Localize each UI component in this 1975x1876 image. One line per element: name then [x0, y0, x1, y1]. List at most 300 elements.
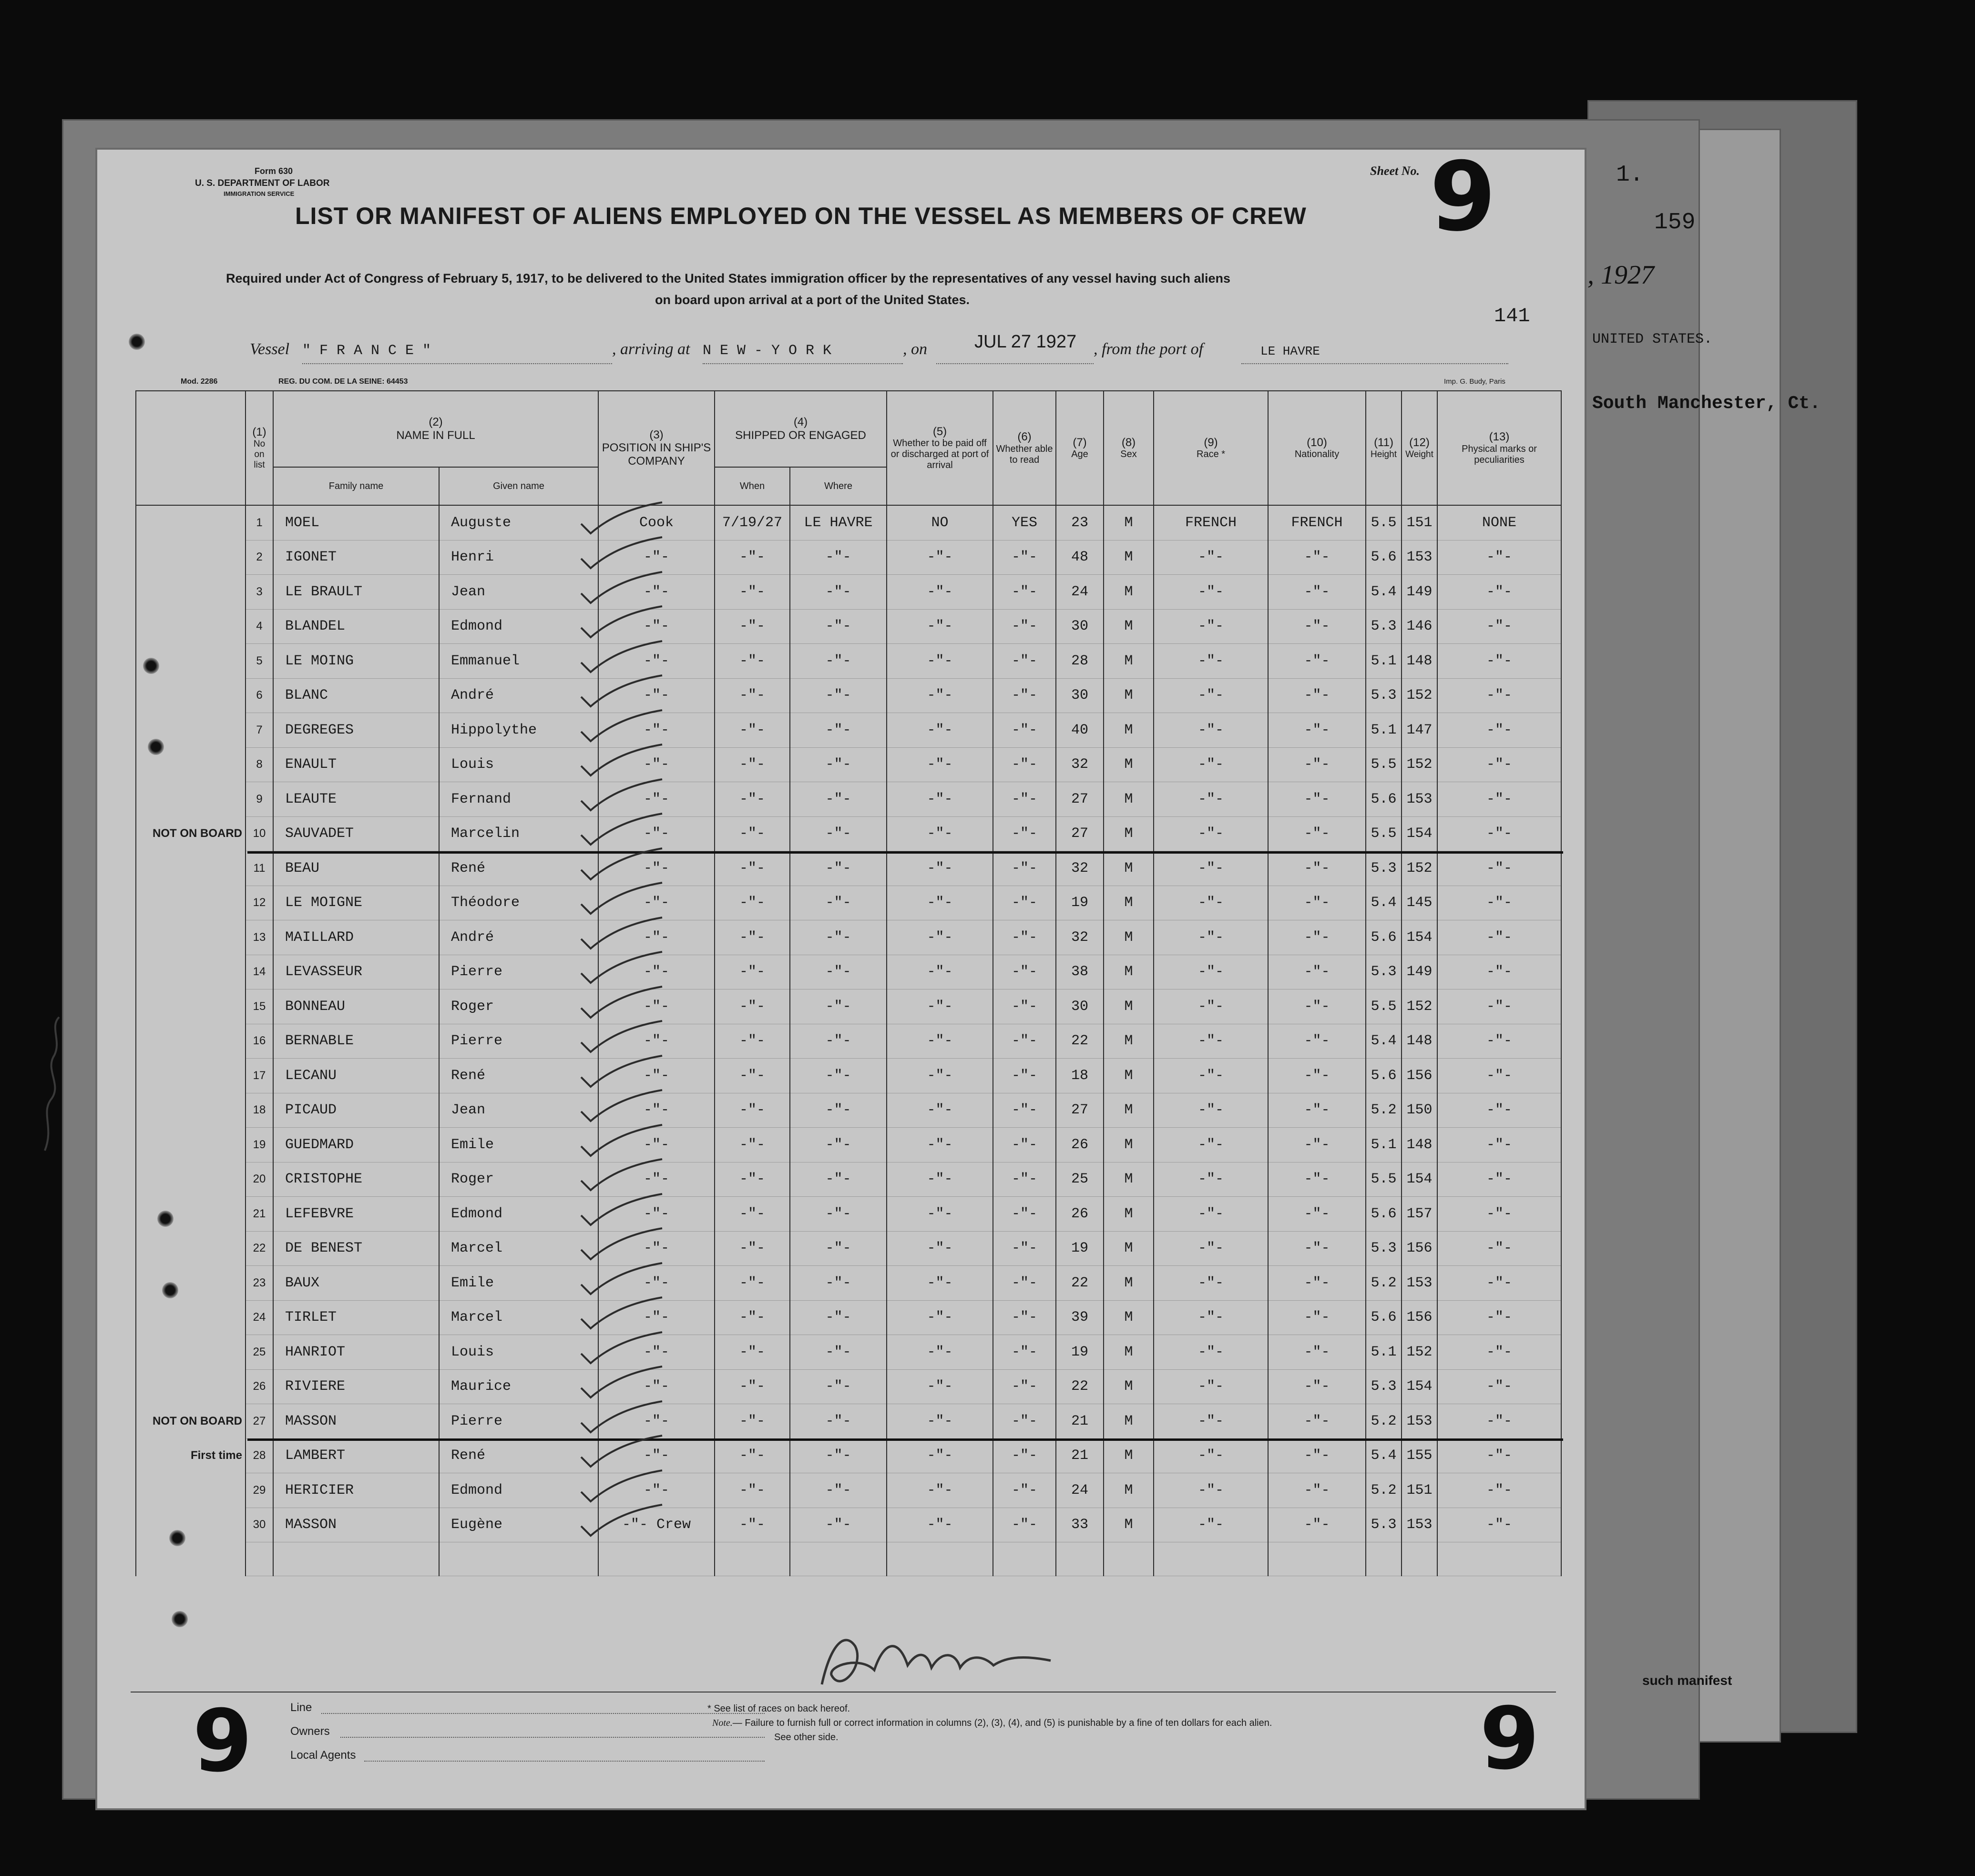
col-sex-label: Sex — [1120, 449, 1137, 460]
position: -"- — [598, 1093, 715, 1128]
position: -"- — [598, 1024, 715, 1059]
nationality: -"- — [1268, 575, 1366, 610]
family-name: BEAU — [273, 851, 439, 886]
position: -"- — [598, 540, 715, 575]
nationality: -"- — [1268, 1335, 1366, 1370]
col-marks-label: Physical marks or peculiarities — [1462, 443, 1537, 465]
paid-off: -"- — [887, 1438, 993, 1473]
age: 26 — [1056, 1197, 1104, 1232]
height: 5.6 — [1366, 540, 1402, 575]
nationality: -"- — [1268, 1473, 1366, 1508]
nationality: -"- — [1268, 920, 1366, 955]
list-number: 5 — [246, 644, 273, 679]
physical-marks: -"- — [1437, 920, 1561, 955]
position: -"- — [598, 920, 715, 955]
age: 19 — [1056, 1231, 1104, 1266]
paid-off: -"- — [887, 816, 993, 851]
physical-marks: -"- — [1437, 575, 1561, 610]
form-number: Form 630 — [255, 166, 293, 176]
nationality: -"- — [1268, 644, 1366, 679]
paid-off: -"- — [887, 1404, 993, 1439]
given-name: André — [439, 678, 598, 713]
race: -"- — [1154, 1300, 1268, 1335]
shipped-when: -"- — [715, 1059, 790, 1093]
weight: 152 — [1402, 1335, 1437, 1370]
age: 27 — [1056, 782, 1104, 817]
sex: M — [1104, 851, 1154, 886]
shipped-when: -"- — [715, 540, 790, 575]
family-name: LE MOING — [273, 644, 439, 679]
position: Cook — [598, 505, 715, 540]
family-name: LE MOIGNE — [273, 886, 439, 920]
able-to-read: -"- — [993, 1473, 1056, 1508]
able-to-read: -"- — [993, 816, 1056, 851]
list-number: 15 — [246, 989, 273, 1024]
shipped-when: -"- — [715, 1024, 790, 1059]
col-sex-header — [1104, 391, 1154, 505]
shipped-where: -"- — [790, 1369, 887, 1404]
side-margin-note — [136, 1473, 246, 1508]
list-number: 14 — [246, 955, 273, 989]
able-to-read: -"- — [993, 1508, 1056, 1542]
col-name-label: NAME IN FULL — [396, 429, 475, 442]
shipped-when: -"- — [715, 1231, 790, 1266]
age: 28 — [1056, 644, 1104, 679]
paid-off: -"- — [887, 851, 993, 886]
col-nationality-label: Nationality — [1294, 449, 1340, 460]
paid-off: -"- — [887, 1369, 993, 1404]
position: -"- — [598, 575, 715, 610]
table-row — [136, 1369, 1561, 1404]
col-given-header: Given name — [439, 467, 598, 505]
nationality: -"- — [1268, 1266, 1366, 1301]
shipped-where: -"- — [790, 1024, 887, 1059]
position: -"- — [598, 955, 715, 989]
sex: M — [1104, 609, 1154, 644]
given-name: Edmond — [439, 609, 598, 644]
paid-off: -"- — [887, 644, 993, 679]
races-note: * See list of races on back hereof. — [707, 1703, 850, 1714]
age: 19 — [1056, 886, 1104, 920]
family-name: LECANU — [273, 1059, 439, 1093]
given-name: Emile — [439, 1266, 598, 1301]
position: -"- — [598, 713, 715, 748]
side-margin-note — [136, 1266, 246, 1301]
race: -"- — [1154, 678, 1268, 713]
physical-marks: -"- — [1437, 540, 1561, 575]
position: -"- — [598, 816, 715, 851]
sex: M — [1104, 540, 1154, 575]
weight: 153 — [1402, 1404, 1437, 1439]
nationality: -"- — [1268, 955, 1366, 989]
shipped-where: -"- — [790, 851, 887, 886]
given-name: Maurice — [439, 1369, 598, 1404]
given-name: Jean — [439, 575, 598, 610]
printer: Imp. G. Budy, Paris — [1444, 377, 1505, 386]
paid-off: -"- — [887, 747, 993, 782]
given-name: Auguste — [439, 505, 598, 540]
col-no-header — [246, 391, 273, 505]
crew-rows — [136, 505, 1561, 1576]
blank-cell — [1402, 1542, 1437, 1576]
weight: 154 — [1402, 816, 1437, 851]
given-name: Théodore — [439, 886, 598, 920]
blank-cell — [1056, 1542, 1104, 1576]
vessel-name: " F R A N C E " — [302, 343, 431, 359]
paid-off: -"- — [887, 1197, 993, 1232]
sex: M — [1104, 1093, 1154, 1128]
list-number: 18 — [246, 1093, 273, 1128]
able-to-read: -"- — [993, 1369, 1056, 1404]
service: IMMIGRATION SERVICE — [224, 190, 295, 197]
family-name: LAMBERT — [273, 1438, 439, 1473]
family-name: LEFEBVRE — [273, 1197, 439, 1232]
col-name-number: (2) — [429, 416, 443, 429]
list-number: 7 — [246, 713, 273, 748]
on-label: , on — [903, 340, 927, 358]
physical-marks: -"- — [1437, 955, 1561, 989]
manifest-page — [95, 142, 1586, 1810]
sex: M — [1104, 1162, 1154, 1197]
sex: M — [1104, 644, 1154, 679]
able-to-read: -"- — [993, 851, 1056, 886]
age: 26 — [1056, 1128, 1104, 1162]
race: -"- — [1154, 1024, 1268, 1059]
table-row — [136, 851, 1561, 886]
table-row — [136, 1300, 1561, 1335]
height: 5.1 — [1366, 713, 1402, 748]
able-to-read: -"- — [993, 1093, 1056, 1128]
table-row — [136, 816, 1561, 851]
given-name: Henri — [439, 540, 598, 575]
sex: M — [1104, 1473, 1154, 1508]
list-number: 24 — [246, 1300, 273, 1335]
able-to-read: -"- — [993, 782, 1056, 817]
shipped-when: -"- — [715, 1093, 790, 1128]
table-row — [136, 782, 1561, 817]
nationality: -"- — [1268, 1059, 1366, 1093]
col-position-number: (3) — [649, 428, 664, 441]
sex: M — [1104, 782, 1154, 817]
department: U. S. DEPARTMENT OF LABOR — [195, 178, 330, 188]
side-margin-note — [136, 1508, 246, 1542]
paid-off: -"- — [887, 1162, 993, 1197]
shipped-where: -"- — [790, 920, 887, 955]
side-margin-note — [136, 1093, 246, 1128]
age: 39 — [1056, 1300, 1104, 1335]
nationality: -"- — [1268, 1231, 1366, 1266]
race: -"- — [1154, 644, 1268, 679]
family-name: CRISTOPHE — [273, 1162, 439, 1197]
shipped-when: -"- — [715, 1128, 790, 1162]
blank-row — [136, 1542, 1561, 1576]
family-name: HERICIER — [273, 1473, 439, 1508]
paid-off: -"- — [887, 989, 993, 1024]
height: 5.5 — [1366, 505, 1402, 540]
weight: 152 — [1402, 989, 1437, 1024]
physical-marks: -"- — [1437, 1335, 1561, 1370]
able-to-read: -"- — [993, 747, 1056, 782]
able-to-read: -"- — [993, 1438, 1056, 1473]
position: -"- — [598, 851, 715, 886]
shipped-when: -"- — [715, 575, 790, 610]
paid-off: NO — [887, 505, 993, 540]
weight: 156 — [1402, 1300, 1437, 1335]
age: 38 — [1056, 955, 1104, 989]
table-row — [136, 1197, 1561, 1232]
age: 22 — [1056, 1369, 1104, 1404]
sex: M — [1104, 1508, 1154, 1542]
weight: 154 — [1402, 920, 1437, 955]
age: 19 — [1056, 1335, 1104, 1370]
height: 5.3 — [1366, 678, 1402, 713]
race: -"- — [1154, 1508, 1268, 1542]
age: 22 — [1056, 1266, 1104, 1301]
binder-hole — [148, 739, 164, 755]
age: 21 — [1056, 1404, 1104, 1439]
able-to-read: -"- — [993, 644, 1056, 679]
shipped-where: -"- — [790, 955, 887, 989]
col-position-header — [598, 391, 715, 505]
vessel-underline — [302, 363, 612, 364]
paid-off: -"- — [887, 955, 993, 989]
shipped-where: -"- — [790, 747, 887, 782]
physical-marks: -"- — [1437, 1162, 1561, 1197]
table-row — [136, 678, 1561, 713]
blank-cell — [790, 1542, 887, 1576]
col-shipped-label: SHIPPED OR ENGAGED — [735, 429, 866, 442]
side-margin-note — [136, 955, 246, 989]
paid-off: -"- — [887, 609, 993, 644]
given-name: Pierre — [439, 955, 598, 989]
shipped-where: LE HAVRE — [790, 505, 887, 540]
list-number: 20 — [246, 1162, 273, 1197]
table-row — [136, 886, 1561, 920]
shipped-when: -"- — [715, 1508, 790, 1542]
race: -"- — [1154, 1197, 1268, 1232]
sex: M — [1104, 1404, 1154, 1439]
paid-off: -"- — [887, 1093, 993, 1128]
shipped-when: -"- — [715, 1162, 790, 1197]
physical-marks: -"- — [1437, 886, 1561, 920]
able-to-read: -"- — [993, 1300, 1056, 1335]
col-age-number: (7) — [1073, 436, 1087, 449]
shipped-where: -"- — [790, 1093, 887, 1128]
position: -"- — [598, 678, 715, 713]
col-height-label: Height — [1371, 449, 1397, 459]
nationality: -"- — [1268, 1404, 1366, 1439]
shipped-where: -"- — [790, 782, 887, 817]
age: 32 — [1056, 851, 1104, 886]
list-number: 9 — [246, 782, 273, 817]
family-name: DE BENEST — [273, 1231, 439, 1266]
position: -"- — [598, 747, 715, 782]
from-underline — [1241, 363, 1508, 364]
back-sheet-text — [1578, 133, 1821, 1706]
form-title: LIST OR MANIFEST OF ALIENS EMPLOYED ON THE VESSEL AS MEMBERS OF CREW — [295, 203, 1307, 229]
shipped-where: -"- — [790, 1300, 887, 1335]
binder-hole — [172, 1611, 188, 1627]
col-paid-label: Whether to be paid off or discharged at port of arrival — [890, 438, 989, 471]
paid-off: -"- — [887, 713, 993, 748]
weight: 146 — [1402, 609, 1437, 644]
shipped-when: -"- — [715, 782, 790, 817]
weight: 147 — [1402, 713, 1437, 748]
table-row — [136, 1335, 1561, 1370]
age: 23 — [1056, 505, 1104, 540]
side-margin-note — [136, 886, 246, 920]
arriving-label: , arriving at — [612, 340, 690, 358]
sex: M — [1104, 1335, 1154, 1370]
side-margin-header — [136, 391, 246, 505]
col-paid-header — [887, 391, 993, 505]
col-height-number: (11) — [1374, 436, 1393, 449]
owners-label: Owners — [290, 1725, 330, 1738]
side-margin-note — [136, 1197, 246, 1232]
height: 5.2 — [1366, 1266, 1402, 1301]
height: 5.1 — [1366, 1335, 1402, 1370]
shipped-when: -"- — [715, 816, 790, 851]
weight: 153 — [1402, 1508, 1437, 1542]
weight: 149 — [1402, 575, 1437, 610]
list-number: 26 — [246, 1369, 273, 1404]
shipped-when: -"- — [715, 644, 790, 679]
given-name: Emmanuel — [439, 644, 598, 679]
nationality: -"- — [1268, 1093, 1366, 1128]
shipped-when: -"- — [715, 713, 790, 748]
table-row — [136, 1508, 1561, 1542]
agents-field — [364, 1761, 765, 1762]
family-name: ENAULT — [273, 747, 439, 782]
list-number: 29 — [246, 1473, 273, 1508]
height: 5.3 — [1366, 955, 1402, 989]
given-name: René — [439, 1438, 598, 1473]
blank-cell — [993, 1542, 1056, 1576]
race: -"- — [1154, 955, 1268, 989]
race: -"- — [1154, 1266, 1268, 1301]
list-number: 19 — [246, 1128, 273, 1162]
nationality: -"- — [1268, 816, 1366, 851]
position: -"- — [598, 1473, 715, 1508]
paid-off: -"- — [887, 1508, 993, 1542]
age: 24 — [1056, 575, 1104, 610]
table-row — [136, 747, 1561, 782]
nationality: -"- — [1268, 713, 1366, 748]
position: -"- — [598, 1438, 715, 1473]
blank-cell — [136, 1542, 246, 1576]
sex: M — [1104, 1300, 1154, 1335]
col-no-number: (1) — [252, 426, 266, 439]
weight: 153 — [1402, 1266, 1437, 1301]
paid-off: -"- — [887, 1300, 993, 1335]
shipped-where: -"- — [790, 1404, 887, 1439]
family-name: MOEL — [273, 505, 439, 540]
shipped-where: -"- — [790, 540, 887, 575]
sex: M — [1104, 678, 1154, 713]
list-number: 12 — [246, 886, 273, 920]
given-name: Louis — [439, 1335, 598, 1370]
shipped-when: -"- — [715, 851, 790, 886]
sheet-number: 9 — [1430, 142, 1496, 253]
blank-cell — [439, 1542, 598, 1576]
side-margin-note — [136, 920, 246, 955]
given-name: Eugène — [439, 1508, 598, 1542]
race: -"- — [1154, 920, 1268, 955]
nationality: -"- — [1268, 678, 1366, 713]
paid-off: -"- — [887, 678, 993, 713]
position: -"- — [598, 1369, 715, 1404]
side-margin-note — [136, 989, 246, 1024]
sex: M — [1104, 575, 1154, 610]
race: -"- — [1154, 1231, 1268, 1266]
position: -"- — [598, 644, 715, 679]
position: -"- — [598, 1335, 715, 1370]
family-name: HANRIOT — [273, 1335, 439, 1370]
blank-cell — [1154, 1542, 1268, 1576]
shipped-where: -"- — [790, 575, 887, 610]
age: 30 — [1056, 609, 1104, 644]
table-row — [136, 713, 1561, 748]
able-to-read: -"- — [993, 920, 1056, 955]
shipped-where: -"- — [790, 1508, 887, 1542]
given-name: Edmond — [439, 1473, 598, 1508]
agents-label: Local Agents — [290, 1749, 356, 1762]
race: -"- — [1154, 851, 1268, 886]
given-name: Hippolythe — [439, 713, 598, 748]
list-number: 23 — [246, 1266, 273, 1301]
able-to-read: -"- — [993, 609, 1056, 644]
side-margin-note — [136, 1162, 246, 1197]
col-family-header: Family name — [273, 467, 439, 505]
sex: M — [1104, 955, 1154, 989]
side-margin-note — [136, 1024, 246, 1059]
height: 5.4 — [1366, 1438, 1402, 1473]
nationality: -"- — [1268, 747, 1366, 782]
able-to-read: -"- — [993, 1404, 1056, 1439]
age: 32 — [1056, 920, 1104, 955]
age: 27 — [1056, 816, 1104, 851]
list-number: 16 — [246, 1024, 273, 1059]
height: 5.2 — [1366, 1473, 1402, 1508]
paid-off: -"- — [887, 886, 993, 920]
age: 30 — [1056, 678, 1104, 713]
binder-hole — [162, 1282, 178, 1298]
age: 30 — [1056, 989, 1104, 1024]
shipped-when: -"- — [715, 886, 790, 920]
height: 5.4 — [1366, 1024, 1402, 1059]
weight: 154 — [1402, 1162, 1437, 1197]
paid-off: -"- — [887, 1024, 993, 1059]
shipped-where: -"- — [790, 816, 887, 851]
race: -"- — [1154, 1335, 1268, 1370]
table-row — [136, 1059, 1561, 1093]
sheet-label: Sheet No. — [1370, 164, 1420, 178]
race: -"- — [1154, 1128, 1268, 1162]
col-paid-number: (5) — [932, 425, 947, 438]
age: 27 — [1056, 1093, 1104, 1128]
col-sex-number: (8) — [1121, 436, 1136, 449]
family-name: GUEDMARD — [273, 1128, 439, 1162]
subtitle-line-1: Required under Act of Congress of February 5, 1917, to be delivered to the United States immigration officer by the representatives of any vessel having such aliens — [226, 271, 1231, 285]
physical-marks: -"- — [1437, 609, 1561, 644]
col-where-header: Where — [790, 467, 887, 505]
physical-marks: -"- — [1437, 1059, 1561, 1093]
family-name: PICAUD — [273, 1093, 439, 1128]
position: -"- — [598, 1404, 715, 1439]
side-margin-note — [136, 782, 246, 817]
shipped-when: -"- — [715, 1369, 790, 1404]
nationality: -"- — [1268, 1369, 1366, 1404]
